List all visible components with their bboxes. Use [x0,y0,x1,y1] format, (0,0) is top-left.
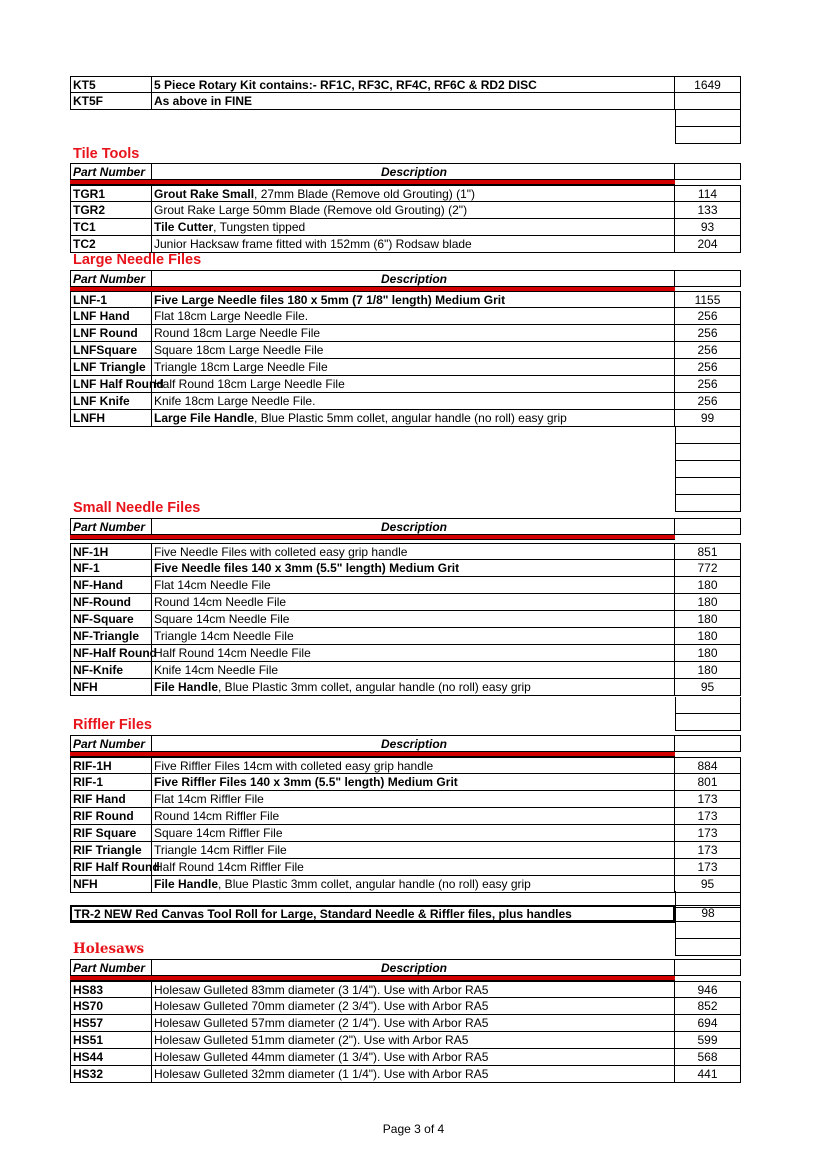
description [152,1015,675,1032]
table-row [70,757,741,774]
description [152,393,675,410]
price: 204 [675,236,741,253]
description-header: Description [152,518,675,535]
description-bold: File Handle [154,877,219,891]
description-text: Square 14cm Riffler File [154,826,283,840]
description-text: Knife 18cm Large Needle File. [154,394,316,408]
table-row [70,611,741,628]
part-number: NF-Round [70,594,152,611]
tool-roll-price: 98 [675,905,741,922]
description-text: Square 14cm Needle File [154,612,290,626]
table-row [70,342,741,359]
price: 256 [675,308,741,325]
description [152,757,675,774]
empty-price-cell [675,110,741,127]
description-text: Round 14cm Riffler File [154,809,280,823]
price: 852 [675,998,741,1015]
part-number: LNF Knife [70,393,152,410]
price-header [675,270,741,287]
part-number: LNF Round [70,325,152,342]
description [152,543,675,560]
empty-price-cell [675,427,741,444]
description [152,628,675,645]
price: 95 [675,876,741,893]
table-row [70,981,741,998]
description-text: Triangle 14cm Riffler File [154,843,287,857]
part-number: LNF-1 [70,291,152,308]
description-bold: Large File Handle [154,411,255,425]
description-text: Holesaw Gulleted 51mm diameter (2"). Use with Arbor RA5 [154,1033,469,1047]
part-number: HS83 [70,981,152,998]
price: 694 [675,1015,741,1032]
part-number: HS70 [70,998,152,1015]
description-bold: Five Needle files 140 x 3mm (5.5" length) Medium Grit [154,561,460,575]
table-row [70,859,741,876]
description [152,774,675,791]
price: 1649 [675,76,741,93]
header-divider [70,535,675,539]
price: 180 [675,594,741,611]
part-number: LNFSquare [70,342,152,359]
table-row [70,594,741,611]
description [152,859,675,876]
empty-price-cell [675,495,741,512]
part-number: RIF Half Round [70,859,152,876]
description-text: , Blue Plastic 3mm collet, angular handle (no roll) easy grip [218,680,531,694]
price: 173 [675,859,741,876]
table-row [70,628,741,645]
price: 801 [675,774,741,791]
description-text: Knife 14cm Needle File [154,663,279,677]
price: 180 [675,645,741,662]
section-title-holesaws: Holesaws [73,941,145,957]
description [152,594,675,611]
part-number: RIF-1H [70,757,152,774]
part-number: NF-Knife [70,662,152,679]
part-number-header: Part Number [70,270,152,287]
price-header [675,518,741,535]
price: 884 [675,757,741,774]
table-header [70,735,741,752]
price: 441 [675,1066,741,1083]
table-row [70,825,741,842]
price: 256 [675,359,741,376]
table-row [70,185,741,202]
description-text: Holesaw Gulleted 44mm diameter (1 3/4"). Use with Arbor RA5 [154,1050,489,1064]
section-title-riffler-files: Riffler Files [73,717,152,733]
part-number-header: Part Number [70,735,152,752]
description: 5 Piece Rotary Kit contains:- RF1C, RF3C, RF4C, RF6C & RD2 DISC [152,76,675,93]
part-number: HS51 [70,1032,152,1049]
part-number: RIF Round [70,808,152,825]
header-divider [70,976,675,980]
description [152,308,675,325]
price: 256 [675,393,741,410]
price [675,93,741,110]
part-number: NF-Hand [70,577,152,594]
description-text: Holesaw Gulleted 57mm diameter (2 1/4"). Use with Arbor RA5 [154,1016,489,1030]
description-bold: Five Large Needle files 180 x 5mm (7 1/8" length) Medium Grit [154,293,506,307]
description-bold: File Handle [154,680,219,694]
table-row [70,291,741,308]
description [152,560,675,577]
description-bold: Tile Cutter [154,220,214,234]
empty-price-cell [675,922,741,939]
table-row [70,308,741,325]
price: 99 [675,410,741,427]
price: 180 [675,662,741,679]
part-number: NF-Half Round [70,645,152,662]
price: 173 [675,808,741,825]
table-row [70,577,741,594]
description-header: Description [152,163,675,180]
table-row [70,842,741,859]
header-divider [70,180,675,184]
part-number: NF-Triangle [70,628,152,645]
section-title-small-needle-files: Small Needle Files [73,500,201,516]
description-text: Junior Hacksaw frame fitted with 152mm (6") Rodsaw blade [154,237,472,251]
description [152,410,675,427]
price-header [675,163,741,180]
description-text: Holesaw Gulleted 83mm diameter (3 1/4"). Use with Arbor RA5 [154,983,489,997]
part-number: RIF-1 [70,774,152,791]
tool-roll-row: TR-2 NEW Red Canvas Tool Roll for Large, Standard Needle & Riffler files, plus handles [70,905,675,923]
part-number: HS32 [70,1066,152,1083]
description-text: Holesaw Gulleted 32mm diameter (1 1/4"). Use with Arbor RA5 [154,1067,489,1081]
part-number: TGR2 [70,202,152,219]
part-number-header: Part Number [70,518,152,535]
description-text: Flat 14cm Riffler File [154,792,264,806]
description [152,1032,675,1049]
part-number: KT5F [70,93,152,110]
part-number: RIF Hand [70,791,152,808]
description-header: Description [152,270,675,287]
description [152,645,675,662]
price: 568 [675,1049,741,1066]
table-row [70,808,741,825]
table-header [70,518,741,535]
price-header [675,735,741,752]
part-number: LNF Hand [70,308,152,325]
empty-price-cell [675,939,741,956]
part-number: TGR1 [70,185,152,202]
price: 772 [675,560,741,577]
description-bold: Five Riffler Files 140 x 3mm (5.5" length) Medium Grit [154,775,458,789]
description-text: Triangle 14cm Needle File [154,629,294,643]
part-number: KT5 [70,76,152,93]
description: As above in FINE [152,93,675,110]
description-text: Half Round 14cm Needle File [154,646,311,660]
description-text: Triangle 18cm Large Needle File [154,360,328,374]
empty-price-cell [675,714,741,731]
description-text: , Blue Plastic 3mm collet, angular handle (no roll) easy grip [218,877,531,891]
description [152,876,675,893]
description [152,325,675,342]
part-number: LNF Triangle [70,359,152,376]
table-row [70,560,741,577]
price: 851 [675,543,741,560]
part-number: NF-Square [70,611,152,628]
description [152,291,675,308]
section-title-large-needle-files: Large Needle Files [73,252,202,268]
header-divider [70,752,675,756]
table-row [70,325,741,342]
description [152,842,675,859]
table-row [70,359,741,376]
description [152,342,675,359]
description-text: Round 18cm Large Needle File [154,326,321,340]
price: 173 [675,791,741,808]
table-row [70,645,741,662]
table-row [70,1049,741,1066]
description-text: Holesaw Gulleted 70mm diameter (2 3/4"). Use with Arbor RA5 [154,999,489,1013]
price: 256 [675,342,741,359]
description [152,662,675,679]
description-text: Half Round 18cm Large Needle File [154,377,345,391]
price: 93 [675,219,741,236]
price: 173 [675,842,741,859]
part-number: LNFH [70,410,152,427]
description [152,679,675,696]
description-text: Five Riffler Files 14cm with colleted easy grip handle [154,759,434,773]
empty-price-cell [675,478,741,495]
table-row [70,774,741,791]
part-number: RIF Square [70,825,152,842]
part-number: RIF Triangle [70,842,152,859]
price: 256 [675,325,741,342]
description [152,611,675,628]
description [152,219,675,236]
part-number: NF-1 [70,560,152,577]
part-number: HS57 [70,1015,152,1032]
table-row [70,791,741,808]
table-row [70,202,741,219]
description-text: , Blue Plastic 5mm collet, angular handle (no roll) easy grip [254,411,567,425]
table-row [70,1066,741,1083]
section-title-tile-tools: Tile Tools [73,146,140,162]
table-row [70,410,741,427]
description [152,1049,675,1066]
price-header [675,959,741,976]
description-header: Description [152,735,675,752]
table-row [70,679,741,696]
price: 114 [675,185,741,202]
description-text: Flat 18cm Large Needle File. [154,309,309,323]
description [152,981,675,998]
description [152,1066,675,1083]
price: 95 [675,679,741,696]
price: 599 [675,1032,741,1049]
price: 180 [675,628,741,645]
description [152,359,675,376]
description-text: Grout Rake Large 50mm Blade (Remove old Grouting) (2") [154,203,468,217]
empty-price-cell [675,461,741,478]
part-number: TC1 [70,219,152,236]
table-row [70,998,741,1015]
empty-price-cell [675,444,741,461]
table-row [70,1015,741,1032]
description-bold: Grout Rake Small [154,187,255,201]
table-row [70,662,741,679]
description-text: Half Round 14cm Riffler File [154,860,304,874]
description-text: Five Needle Files with colleted easy grip handle [154,545,408,559]
price: 180 [675,611,741,628]
price: 180 [675,577,741,594]
part-number: LNF Half Round [70,376,152,393]
description-text: , 27mm Blade (Remove old Grouting) (1") [254,187,476,201]
table-row [70,76,741,93]
description-text: Round 14cm Needle File [154,595,287,609]
price: 946 [675,981,741,998]
table-header [70,270,741,287]
part-number: NFH [70,679,152,696]
empty-price-cell [675,697,741,714]
price: 256 [675,376,741,393]
part-number-header: Part Number [70,959,152,976]
part-number: NFH [70,876,152,893]
table-row [70,393,741,410]
part-number-header: Part Number [70,163,152,180]
table-header [70,959,741,976]
description-text: , Tungsten tipped [213,220,306,234]
description-text: Flat 14cm Needle File [154,578,271,592]
table-row [70,543,741,560]
description [152,577,675,594]
description [152,236,675,253]
description [152,185,675,202]
description [152,808,675,825]
description [152,202,675,219]
description [152,825,675,842]
description [152,998,675,1015]
description [152,376,675,393]
page-number: Page 3 of 4 [382,1122,445,1136]
part-number: TC2 [70,236,152,253]
empty-price-cell [675,127,741,144]
part-number: NF-1H [70,543,152,560]
description [152,791,675,808]
part-number: HS44 [70,1049,152,1066]
price: 1155 [675,291,741,308]
table-header [70,163,741,180]
table-row [70,876,741,893]
table-row [70,1032,741,1049]
description-text: Square 18cm Large Needle File [154,343,324,357]
table-row [70,376,741,393]
price: 133 [675,202,741,219]
table-row [70,219,741,236]
table-row [70,93,741,110]
description-header: Description [152,959,675,976]
price: 173 [675,825,741,842]
